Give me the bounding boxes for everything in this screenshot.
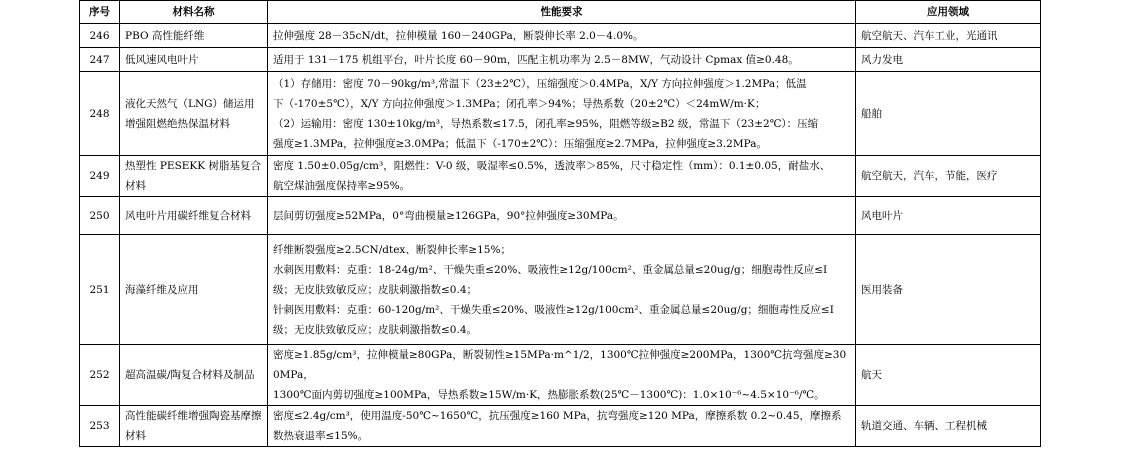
performance-requirements: [268, 72, 856, 156]
row-number: 249: [80, 156, 120, 197]
material-name: 低风速风电叶片: [120, 48, 268, 72]
performance-requirements: [268, 48, 856, 72]
performance-line: 密度≥1.85g/cm³，拉伸模量≥80GPa，断裂韧性≥15MPa·m^1/2，1300℃拉伸强度≥200MPa，1300℃抗弯强度≥300MPa，: [273, 349, 847, 381]
table-row: [80, 345, 1041, 406]
performance-line: 航空煤油强度保持率≥95%。: [273, 180, 411, 192]
performance-line: 水刺医用敷料：克重：18-24g/m²、干燥失重≤20%、吸液性≥12g/100cm²、重金属总量≤20ug/g；细胞毒性反应≤Ⅰ: [273, 263, 828, 276]
table-row: [80, 48, 1041, 72]
performance-line: 密度≤2.4g/cm³，使用温度-50℃~1650℃，抗压强度≥160 MPa，抗弯强度≥120 MPa，摩擦系数 0.2~0.45，摩擦系: [273, 410, 842, 422]
table-row: [80, 406, 1041, 447]
application-field: 风力发电: [856, 48, 1041, 72]
material-name: 热塑性 PESEKK 树脂基复合材料: [120, 156, 268, 197]
table-row: [80, 235, 1041, 345]
performance-line: 级；无皮肤致敏反应；皮肤刺激指数≤0.4；: [273, 283, 477, 296]
row-number: 247: [80, 48, 120, 72]
performance-line: 适用于 131－175 机组平台，叶片长度 60－90m，匹配主机功率为 2.5－8MW，气动设计 Cpmax 值≥0.48。: [273, 53, 799, 66]
row-number: 253: [80, 406, 120, 447]
performance-line: 层间剪切强度≥52MPa，0°弯曲模量≥126GPa，90°拉伸强度≥30MPa。: [273, 209, 624, 222]
performance-line: 纤维断裂强度≥2.5CN/dtex、断裂伸长率≥15%；: [273, 243, 511, 256]
material-name: PBO 高性能纤维: [120, 24, 268, 48]
application-field: 船舶: [856, 72, 1041, 156]
row-number: 250: [80, 197, 120, 235]
application-field: 航空航天，汽车，节能，医疗: [856, 156, 1041, 197]
performance-line: 下（-170±5℃），X/Y 方向拉伸强度＞1.3MPa；闭孔率＞94%；导热系数（20±2℃）＜24mW/m·K；: [273, 97, 766, 110]
material-name: 海藻纤维及应用: [120, 235, 268, 345]
performance-line: 1300℃面内剪切强度≥100MPa，导热系数≥15W/m·K，热膨胀系数(25℃－1300℃)：1.0×10⁻⁶~4.5×10⁻⁶/℃。: [273, 389, 825, 401]
material-name: 超高温碳/陶复合材料及制品: [120, 345, 268, 406]
performance-requirements: [268, 345, 856, 406]
header-row: [80, 1, 1041, 24]
application-field: 医用装备: [856, 235, 1041, 345]
row-number: 251: [80, 235, 120, 345]
table-row: [80, 24, 1041, 48]
row-number: 246: [80, 24, 120, 48]
application-field: 航空航天、汽车工业，光通讯: [856, 24, 1041, 48]
header-name: 材料名称: [120, 1, 268, 24]
performance-line: （1）存储用：密度 70－90kg/m³,常温下（23±2℃），压缩强度＞0.4MPa，X/Y 方向拉伸强度＞1.2MPa；低温: [273, 77, 807, 90]
performance-requirements: [268, 24, 856, 48]
header-perf: 性能要求: [268, 1, 856, 24]
application-field: 航天: [856, 345, 1041, 406]
performance-line: （2）运输用：密度 130±10kg/m³，导热系数≤17.5，闭孔率≥95%，阻燃等级≥B2 级，常温下（23±2℃）：压缩: [273, 117, 819, 130]
material-name: 高性能碳纤维增强陶瓷基摩擦材料: [120, 406, 268, 447]
performance-requirements: [268, 406, 856, 447]
performance-line: 拉伸强度 28－35cN/dt，拉伸模量 160－240GPa，断裂伸长率 2.0－4.0%。: [273, 29, 644, 42]
performance-line: 密度 1.50±0.05g/cm³，阻燃性：V-0 级，吸湿率≤0.5%，透波率＞85%，尺寸稳定性（mm）：0.1±0.05，耐盐水、: [273, 160, 831, 172]
performance-line: 级；无皮肤致敏反应；皮肤刺激指数≤0.4。: [273, 323, 477, 336]
header-app: 应用领域: [856, 1, 1041, 24]
material-name: 风电叶片用碳纤维复合材料: [120, 197, 268, 235]
table-row: [80, 156, 1041, 197]
performance-line: 针刺医用敷料：克重：60-120g/m²、干燥失重≤20%、吸液性≥12g/100cm²、重金属总量≤20ug/g；细胞毒性反应≤Ⅰ: [273, 303, 834, 316]
spec-table: [79, 0, 1041, 447]
performance-line: 数热衰退率≤15%。: [273, 430, 369, 442]
application-field: 风电叶片: [856, 197, 1041, 235]
performance-line: 强度≥1.3MPa，拉伸强度≥3.0MPa；低温下（-170±2℃）：压缩强度≥2.7MPa，拉伸强度≥3.2MPa。: [273, 137, 767, 150]
performance-requirements: [268, 156, 856, 197]
header-no: 序号: [80, 1, 120, 24]
row-number: 248: [80, 72, 120, 156]
performance-requirements: [268, 197, 856, 235]
table-row: [80, 197, 1041, 235]
table-row: [80, 72, 1041, 156]
material-name: 液化天然气（LNG）储运用增强阻燃绝热保温材料: [120, 72, 268, 156]
row-number: 252: [80, 345, 120, 406]
performance-requirements: [268, 235, 856, 345]
application-field: 轨道交通、车辆、工程机械: [856, 406, 1041, 447]
